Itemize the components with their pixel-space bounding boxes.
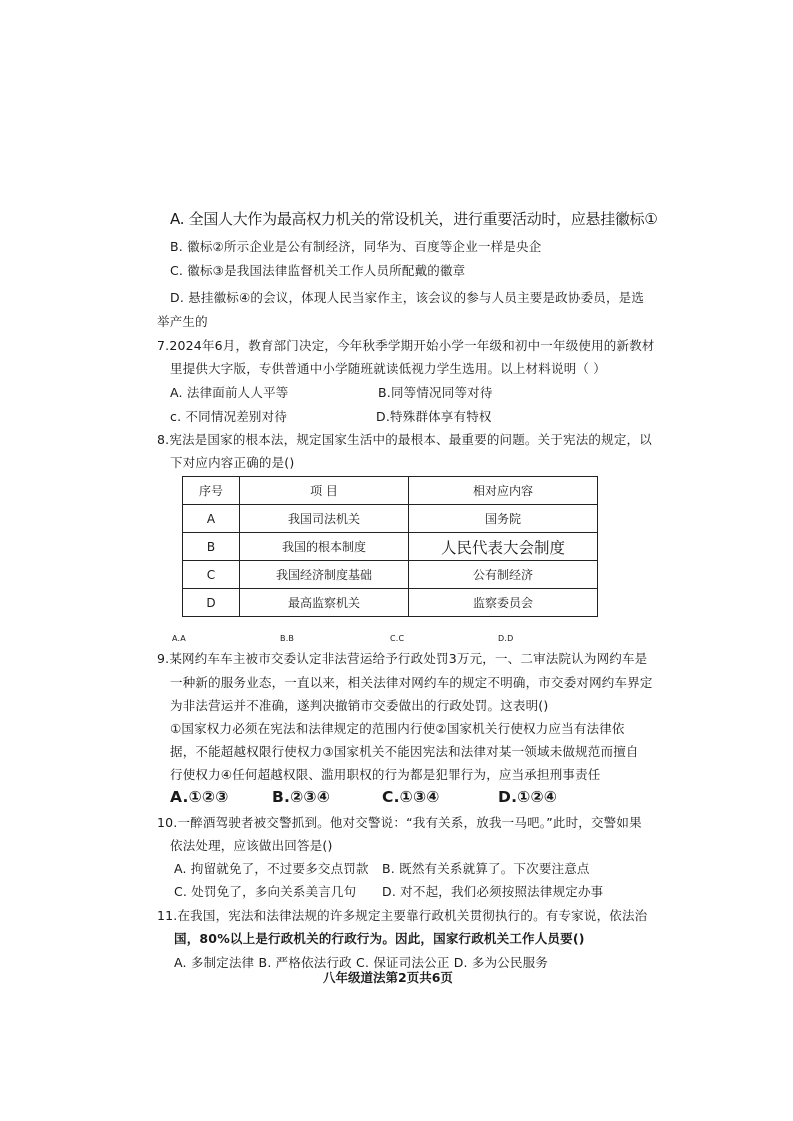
table-header-row <box>183 477 598 505</box>
q8-option-b: B.B <box>280 634 295 643</box>
q8-option-c: C.C <box>390 634 405 643</box>
q9-stem-line1: 9.某网约车车主被市交委认定非法营运给予行政处罚3万元，一、二审法院认为网约车是 <box>157 651 648 666</box>
table-cell: A <box>183 505 240 533</box>
q10-stem-line1: 10.一醉酒驾驶者被交警抓到。他对交警说：“我有关系，放我一马吧。”此时，交警如果 <box>157 815 642 830</box>
table-row <box>183 561 598 589</box>
q9-stem-line3: 为非法营运并不准确，遂判决撤销市交委做出的行政处罚。这表明() <box>170 698 549 713</box>
q10-stem-line2: 依法处理，应该做出回答是() <box>170 838 333 853</box>
table-header-cell: 序号 <box>183 477 240 505</box>
table-row <box>183 505 598 533</box>
q6-option-c: C. 徽标③是我国法律监督机关工作人员所配戴的徽章 <box>170 263 466 278</box>
q10-option-c: C. 处罚免了，多向关系美言几句 <box>174 884 357 899</box>
q9-stem-line2: 一种新的服务业态，一直以来，相关法律对网约车的规定不明确，市交委对网约车界定 <box>170 675 653 690</box>
table-cell: 公有制经济 <box>409 561 598 589</box>
q10-option-d: D. 对不起，我们必须按照法律规定办事 <box>382 884 604 899</box>
q9-option-b: B.②③④ <box>272 788 331 806</box>
q8-stem-line1: 8.宪法是国家的根本法，规定国家生活中的最根本、最重要的问题。关于宪法的规定，以 <box>157 432 652 447</box>
q8-stem-line2: 下对应内容正确的是() <box>170 455 295 470</box>
q9-statement-line1: ①国家权力必须在宪法和法律规定的范围内行使②国家机关行使权力应当有法律依 <box>170 721 625 736</box>
table-cell: 最高监察机关 <box>240 589 409 617</box>
q6-option-b: B. 徽标②所示企业是公有制经济，同华为、百度等企业一样是央企 <box>170 239 542 254</box>
q8-option-a: A.A <box>172 634 186 643</box>
q6-option-d-line1: D. 悬挂徽标④的会议，体现人民当家作主，该会议的参与人员主要是政协委员，是选 <box>170 290 645 305</box>
q9-option-a: A.①②③ <box>170 788 229 806</box>
table-cell: C <box>183 561 240 589</box>
q7-option-d: D.特殊群体享有特权 <box>376 409 492 424</box>
q7-option-b: B.同等情况同等对待 <box>378 385 493 400</box>
q7-stem-line2: 里提供大字版，专供普通中小学随班就读低视力学生选用。以上材料说明（ ） <box>170 361 606 376</box>
q10-option-b: B. 既然有关系就算了。下次要注意点 <box>382 861 590 876</box>
table-cell: 我国司法机关 <box>240 505 409 533</box>
q9-option-d: D.①②④ <box>498 788 558 806</box>
q6-option-d-line2: 举产生的 <box>157 314 208 329</box>
constitution-table <box>182 476 598 617</box>
table-cell: 人民代表大会制度 <box>409 533 598 561</box>
q11-options: A. 多制定法律 B. 严格依法行政 C. 保证司法公正 D. 多为公民服务 <box>174 955 549 970</box>
q7-option-a: A. 法律面前人人平等 <box>170 385 289 400</box>
table-cell: 我国的根本制度 <box>240 533 409 561</box>
q6-option-a: A. 全国人大作为最高权力机关的常设机关，进行重要活动时，应悬挂徽标① <box>170 210 658 228</box>
q7-stem-line1: 7.2024年6月，教育部门决定，今年秋季学期开始小学一年级和初中一年级使用的新教材 <box>157 338 655 353</box>
q9-statement-line3: 行使权力④任何超越权限、滥用职权的行为都是犯罪行为，应当承担刑事责任 <box>170 767 601 782</box>
table-header-cell: 相对应内容 <box>409 477 598 505</box>
table-cell: D <box>183 589 240 617</box>
table-row <box>183 589 598 617</box>
q9-option-c: C.①③④ <box>382 788 440 806</box>
q7-option-c: c. 不同情况差别对待 <box>170 409 288 424</box>
table-cell: 国务院 <box>409 505 598 533</box>
table-header-cell: 项 目 <box>240 477 409 505</box>
q11-stem-line1: 11.在我国，宪法和法律法规的许多规定主要靠行政机关贯彻执行的。有专家说，依法治 <box>157 908 648 923</box>
table-row <box>183 533 598 561</box>
q10-option-a: A. 拘留就免了，不过要多交点罚款 <box>174 861 369 876</box>
table-cell: 监察委员会 <box>409 589 598 617</box>
q8-option-d: D.D <box>498 634 514 643</box>
table-cell: 我国经济制度基础 <box>240 561 409 589</box>
q9-statement-line2: 据，不能超越权限行使权力③国家机关不能因宪法和法律对某一领域未做规范而擅自 <box>170 744 639 759</box>
q11-stem-line2: 国，80%以上是行政机关的行政行为。因此，国家行政机关工作人员要() <box>174 931 585 946</box>
page-footer: 八年级道法第2页共6页 <box>323 970 453 985</box>
table-cell: B <box>183 533 240 561</box>
